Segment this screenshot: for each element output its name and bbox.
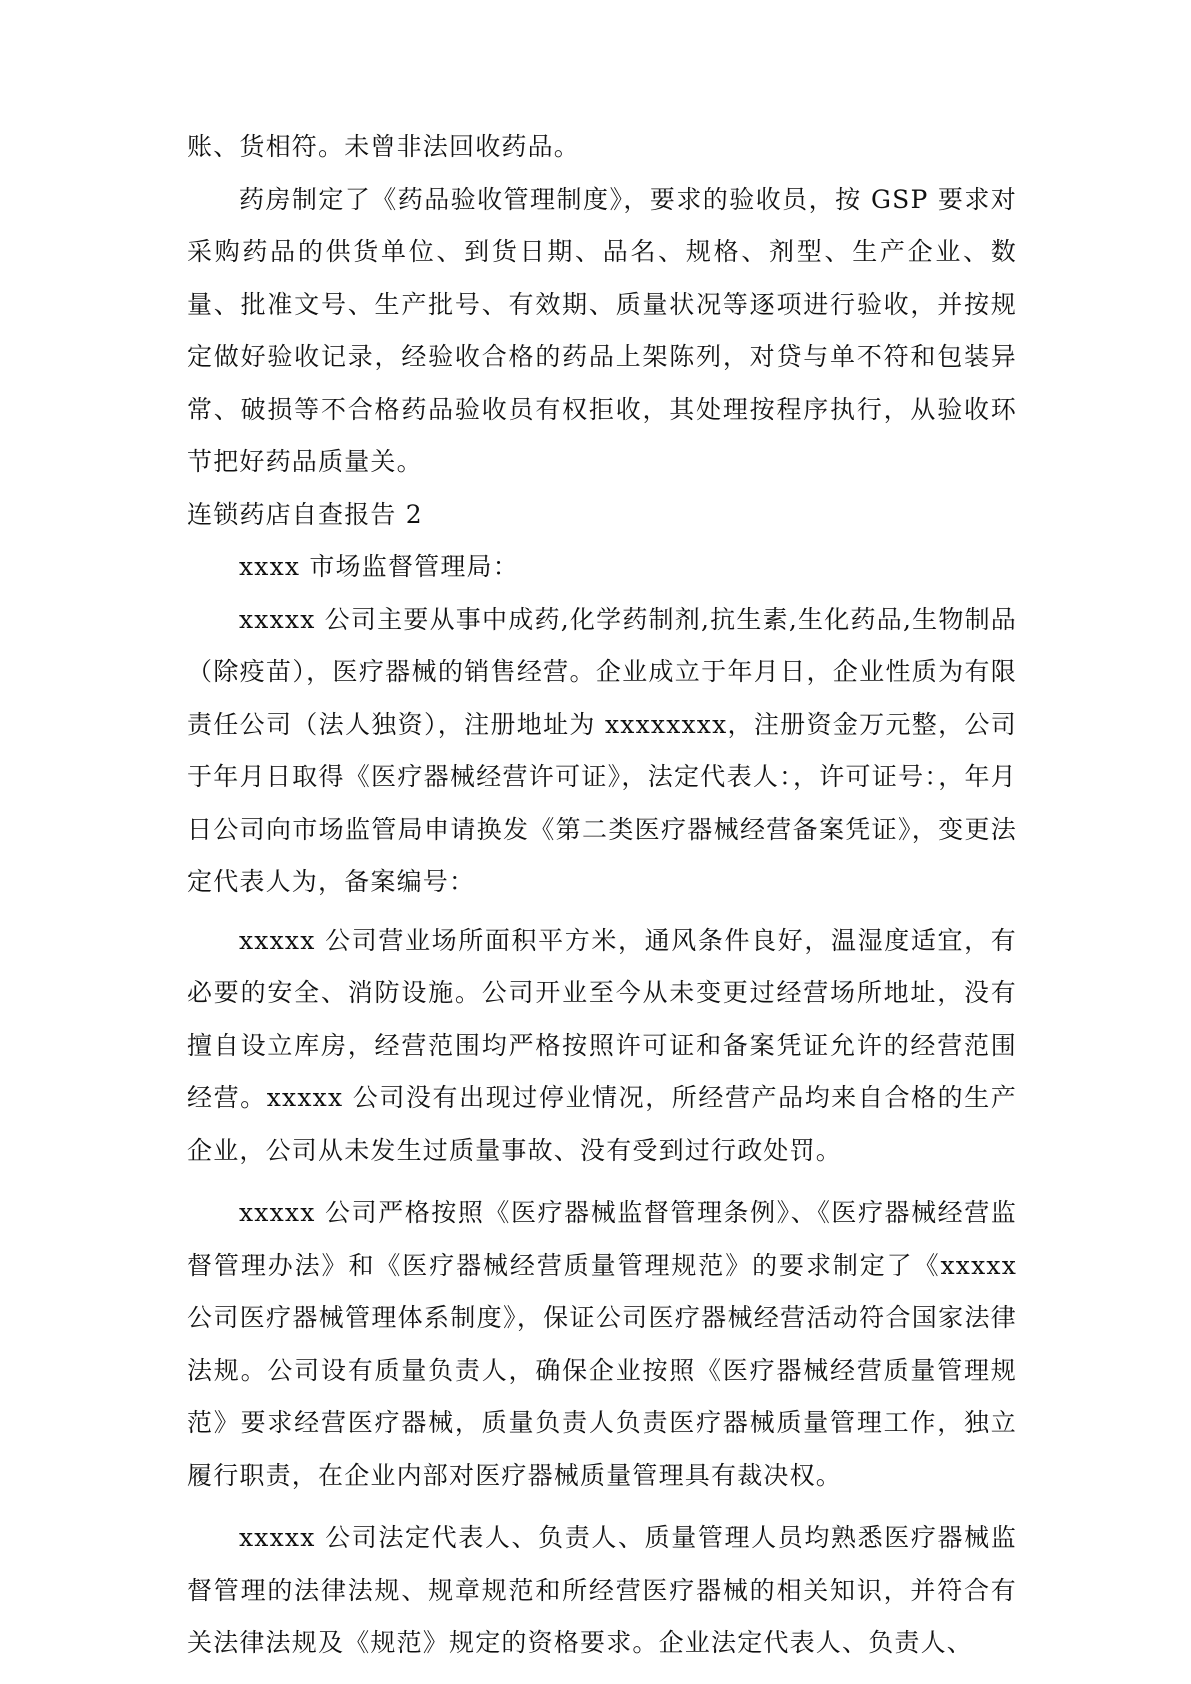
paragraph-premises: xxxxx 公司营业场所面积平方米，通风条件良好，温湿度适宜，有必要的安全、消防设施。公司开业至今从未变更过经营场所地址，没有擅自设立库房，经营范围均严格按照许可证和备案凭证允许的经营范围经营。xxxxx 公司没有出现过停业情况，所经营产品均来自合格的生产企业，公司从未发生过质量事故、没有受到过行政处罚。 — [187, 925, 1017, 1165]
section-heading: 连锁药店自查报告 2 — [187, 499, 423, 529]
salutation: xxxx 市场监督管理局： — [239, 552, 519, 581]
paragraph-personnel: xxxxx 公司法定代表人、负责人、质量管理人员均熟悉医疗器械监督管理的法律法规、规章规范和所经营医疗器械的相关知识，并符合有关法律法规及《规范》规定的资格要求。企业法定代表人、负责人、 — [187, 1523, 1017, 1657]
paragraph-continuation: 账、货相符。未曾非法回收药品。 — [187, 132, 581, 161]
document-body — [187, 121, 1017, 1670]
paragraph-management-system: xxxxx 公司严格按照《医疗器械监督管理条例》、《医疗器械经营监督管理办法》和《医疗器械经营质量管理规范》的要求制定了《xxxxx 公司医疗器械管理体系制度》，保证公司医疗器械经营活动符合国家法律法规。公司设有质量负责人，确保企业按照《医疗器械经营质量管理规范》要求经营医疗器械，质量负责人负责医疗器械质量管理工作，独立履行职责，在企业内部对医疗器械质量管理具有裁决权。 — [187, 1198, 1017, 1490]
paragraph-company-overview: xxxxx 公司主要从事中成药,化学药制剂,抗生素,生化药品,生物制品（除疫苗），医疗器械的销售经营。企业成立于年月日，企业性质为有限责任公司（法人独资），注册地址为 xxxxxxxx，注册资金万元整，公司于年月日取得《医疗器械经营许可证》，法定代表人：，许可证号：，年月日公司向市场监管局申请换发《第二类医疗器械经营备案凭证》，变更法定代表人为，备案编号： — [187, 604, 1017, 896]
paragraph-acceptance-policy: 药房制定了《药品验收管理制度》，要求的验收员，按 GSP 要求对采购药品的供货单位、到货日期、品名、规格、剂型、生产企业、数量、批准文号、生产批号、有效期、质量状况等逐项进行验收，并按规定做好验收记录，经验收合格的药品上架陈列，对贷与单不符和包装异常、破损等不合格药品验收员有权拒收，其处理按程序执行，从验收环节把好药品质量关。 — [187, 184, 1017, 476]
